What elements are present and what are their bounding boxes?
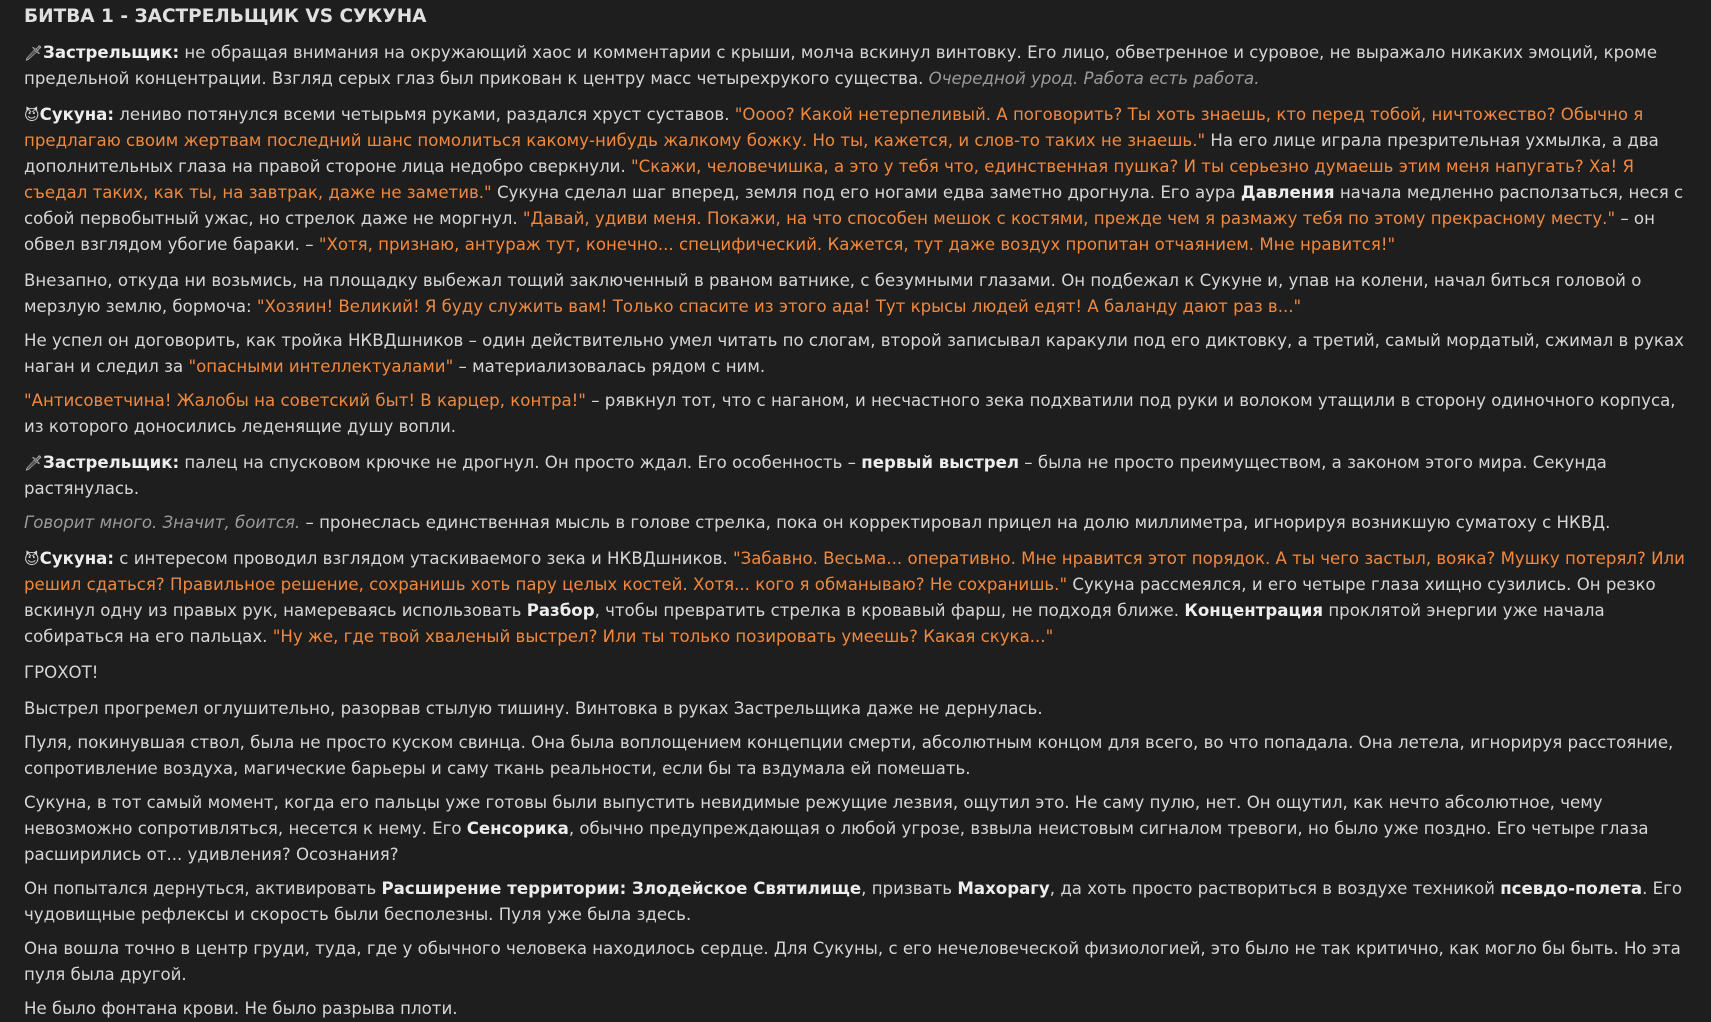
quoted-speech: "Забавно. Весьма... оперативно. Мне нравится этот порядок. А ты чего застыл, вояка? Мушку потерял? Или решил сдаться? Правильное решение, сохранишь хоть пару целых костей. Хотя... кого я обманываю? Не сохранишь." [24,549,1685,594]
inner-thought: Очередной урод. Работа есть работа. [928,69,1260,88]
narration-text: Сукуна рассмеялся, и его четыре глаза хищно сузились. Он резко вскинул одну из правых рук, намереваясь использовать [24,575,1656,620]
bold-text: Застрельщик: [43,43,180,62]
narration-text: с интересом проводил взглядом утаскиваемого зека и НКВДшников. [114,549,733,568]
bold-text: Разбор [526,601,595,620]
bold-text: Сукуна: [39,105,115,124]
story-paragraph [24,328,1687,380]
story-paragraph [24,936,1687,988]
story-paragraph [24,996,1687,1022]
story-paragraph [24,546,1687,650]
rifle-icon: 🗡 [24,44,44,62]
narration-text: Выстрел прогремел оглушительно, разорвав стылую тишину. Винтовка в руках Застрельщика даже не дернулась. [24,699,1043,718]
narration-text: палец на спусковом крючке не дрогнул. Он просто ждал. Его особенность – [179,453,862,472]
narration-text: , обычно предупреждающая о любой угрозе, взвыла неистовым сигналом тревоги, но было уже поздно. Его четыре глаза расширились от... удивления? Осознания? [24,819,1649,864]
narration-text: начала медленно расползаться, неся с собой первобытный ужас, но стрелок даже не моргнул. [24,183,1684,228]
demon-face-icon: 😈 [24,106,40,124]
bold-text: Расширение территории: Злодейское Святилище [381,879,862,898]
narration-text: , призвать [861,879,958,898]
bold-text: Сенсорика [466,819,569,838]
narration-text: лениво потянулся всеми четырьмя руками, раздался хруст суставов. [114,105,735,124]
story-paragraph [24,510,1687,536]
narration-text: . Его чудовищные рефлексы и скорость были бесполезны. Пуля уже была здесь. [24,879,1682,924]
narration-text: Сукуна, в тот самый момент, когда его пальцы уже готовы были выпустить невидимые режущие лезвия, ощутил это. Не саму пулю, нет. Он ощутил, как нечто абсолютное, чему невозможно сопротивляться, несется к нему. Его [24,793,1603,838]
story-paragraph [24,660,1687,686]
narration-text: – рявкнул тот, что с наганом, и несчастного зека подхватили под руки и волоком утащили в сторону одиночного корпуса, из которого доносились леденящие душу вопли. [24,391,1676,436]
narration-text: Пуля, покинувшая ствол, была не просто куском свинца. Она была воплощением концепции смерти, абсолютным концом для всего, во что попадала. Она летела, игнорируя расстояние, сопротивление воздуха, магические барьеры и саму ткань реальности, если бы та вздумала ей помешать. [24,733,1674,778]
narration-text: ГРОХОТ! [24,663,99,682]
story-paragraph [24,876,1687,928]
bold-text: Застрельщик: [43,453,180,472]
quoted-speech: "Антисоветчина! Жалобы на советский быт! В карцер, контра!" [24,391,586,410]
narration-text: , чтобы превратить стрелка в кровавый фарш, не подходя ближе. [594,601,1185,620]
demon-face-icon: 😈 [24,550,40,568]
narration-text: Сукуна сделал шаг вперед, земля под его ногами едва заметно дрогнула. Его аура [491,183,1241,202]
story-body [24,40,1687,1022]
story-paragraph [24,696,1687,722]
narration-text: – была не просто преимуществом, а законом этого мира. Секунда растянулась. [24,453,1607,498]
quoted-speech: "Давай, удиви меня. Покажи, на что способен мешок с костями, прежде чем я размажу тебя по этому прекрасному месту." [522,209,1616,228]
story-paragraph [24,40,1687,92]
narration-text: , да хоть просто раствориться в воздухе техникой [1049,879,1501,898]
quoted-speech: "Хозяин! Великий! Я буду служить вам! Только спасите из этого ада! Тут крысы людей едят! А баланду дают раз в..." [256,297,1302,316]
quoted-speech: "Ну же, где твой хваленый выстрел? Или ты только позировать умеешь? Какая скука..." [272,627,1054,646]
story-paragraph [24,388,1687,440]
bold-text: Давления [1240,183,1335,202]
story-paragraph [24,730,1687,782]
narration-text: – пронеслась единственная мысль в голове стрелка, пока он корректировал прицел на долю миллиметра, игнорируя возникшую суматоху с НКВД. [300,513,1611,532]
narration-text: – материализовалась рядом с ним. [453,357,766,376]
rifle-icon: 🗡 [24,454,44,472]
quoted-speech: "Скажи, человечишка, а это у тебя что, единственная пушка? И ты серьезно думаешь этим меня напугать? Ха! Я съедал таких, как ты, на завтрак, даже не заметив." [24,157,1634,202]
narration-text: Не успел он договорить, как тройка НКВДшников – один действительно умел читать по слогам, второй записывал каракули под его диктовку, а третий, самый мордатый, сжимал в руках наган и следил за [24,331,1684,376]
page-title: БИТВА 1 - ЗАСТРЕЛЬЩИК VS СУКУНА [24,6,427,27]
narration-text: Внезапно, откуда ни возьмись, на площадку выбежал тощий заключенный в рваном ватнике, с безумными глазами. Он подбежал к Сукуне и, упав на колени, начал биться головой о мерзлую землю, бормоча: [24,271,1642,316]
quoted-speech: "Оооо? Какой нетерпеливый. А поговорить? Ты хоть знаешь, кто перед тобой, ничтожество? Обычно я предлагаю своим жертвам последний шанс помолиться какому-нибудь жалкому божку. Но ты, кажется, и слов-то таких не знаешь." [24,105,1644,150]
quoted-speech: "Хотя, признаю, антураж тут, конечно... специфический. Кажется, тут даже воздух пропитан отчаянием. Мне нравится!" [318,235,1396,254]
story-paragraph [24,790,1687,868]
narration-text: – он обвел взглядом убогие бараки. – [24,209,1655,254]
bold-text: псевдо-полета [1500,879,1643,898]
story-paragraph [24,450,1687,502]
story-paragraph [24,102,1687,258]
story-paragraph [24,268,1687,320]
bold-text: Сукуна: [39,549,115,568]
inner-thought: Говорит много. Значит, боится. [24,513,301,532]
narration-text: Она вошла точно в центр груди, туда, где у обычного человека находилось сердце. Для Сукуны, с его нечеловеческой физиологией, это было не так критично, как могло бы быть. Но эта пуля была другой. [24,939,1681,984]
bold-text: Концентрация [1184,601,1324,620]
quoted-speech: "опасными интеллектуалами" [188,357,454,376]
narration-text: На его лице играла презрительная ухмылка, а два дополнительных глаза на правой стороне лица недобро сверкнули. [24,131,1659,176]
bold-text: первый выстрел [861,453,1020,472]
narration-text: Он попытался дернуться, активировать [24,879,382,898]
bold-text: Махорагу [957,879,1050,898]
narration-text: не обращая внимания на окружающий хаос и комментарии с крыши, молча вскинул винтовку. Его лицо, обветренное и суровое, не выражало никаких эмоций, кроме предельной концентрации. Взгляд серых глаз был прикован к центру масс четырехрукого существа. [24,43,1658,88]
narration-text: Не было фонтана крови. Не было разрыва плоти. [24,999,458,1018]
narration-text: проклятой энергии уже начала собираться на его пальцах. [24,601,1605,646]
